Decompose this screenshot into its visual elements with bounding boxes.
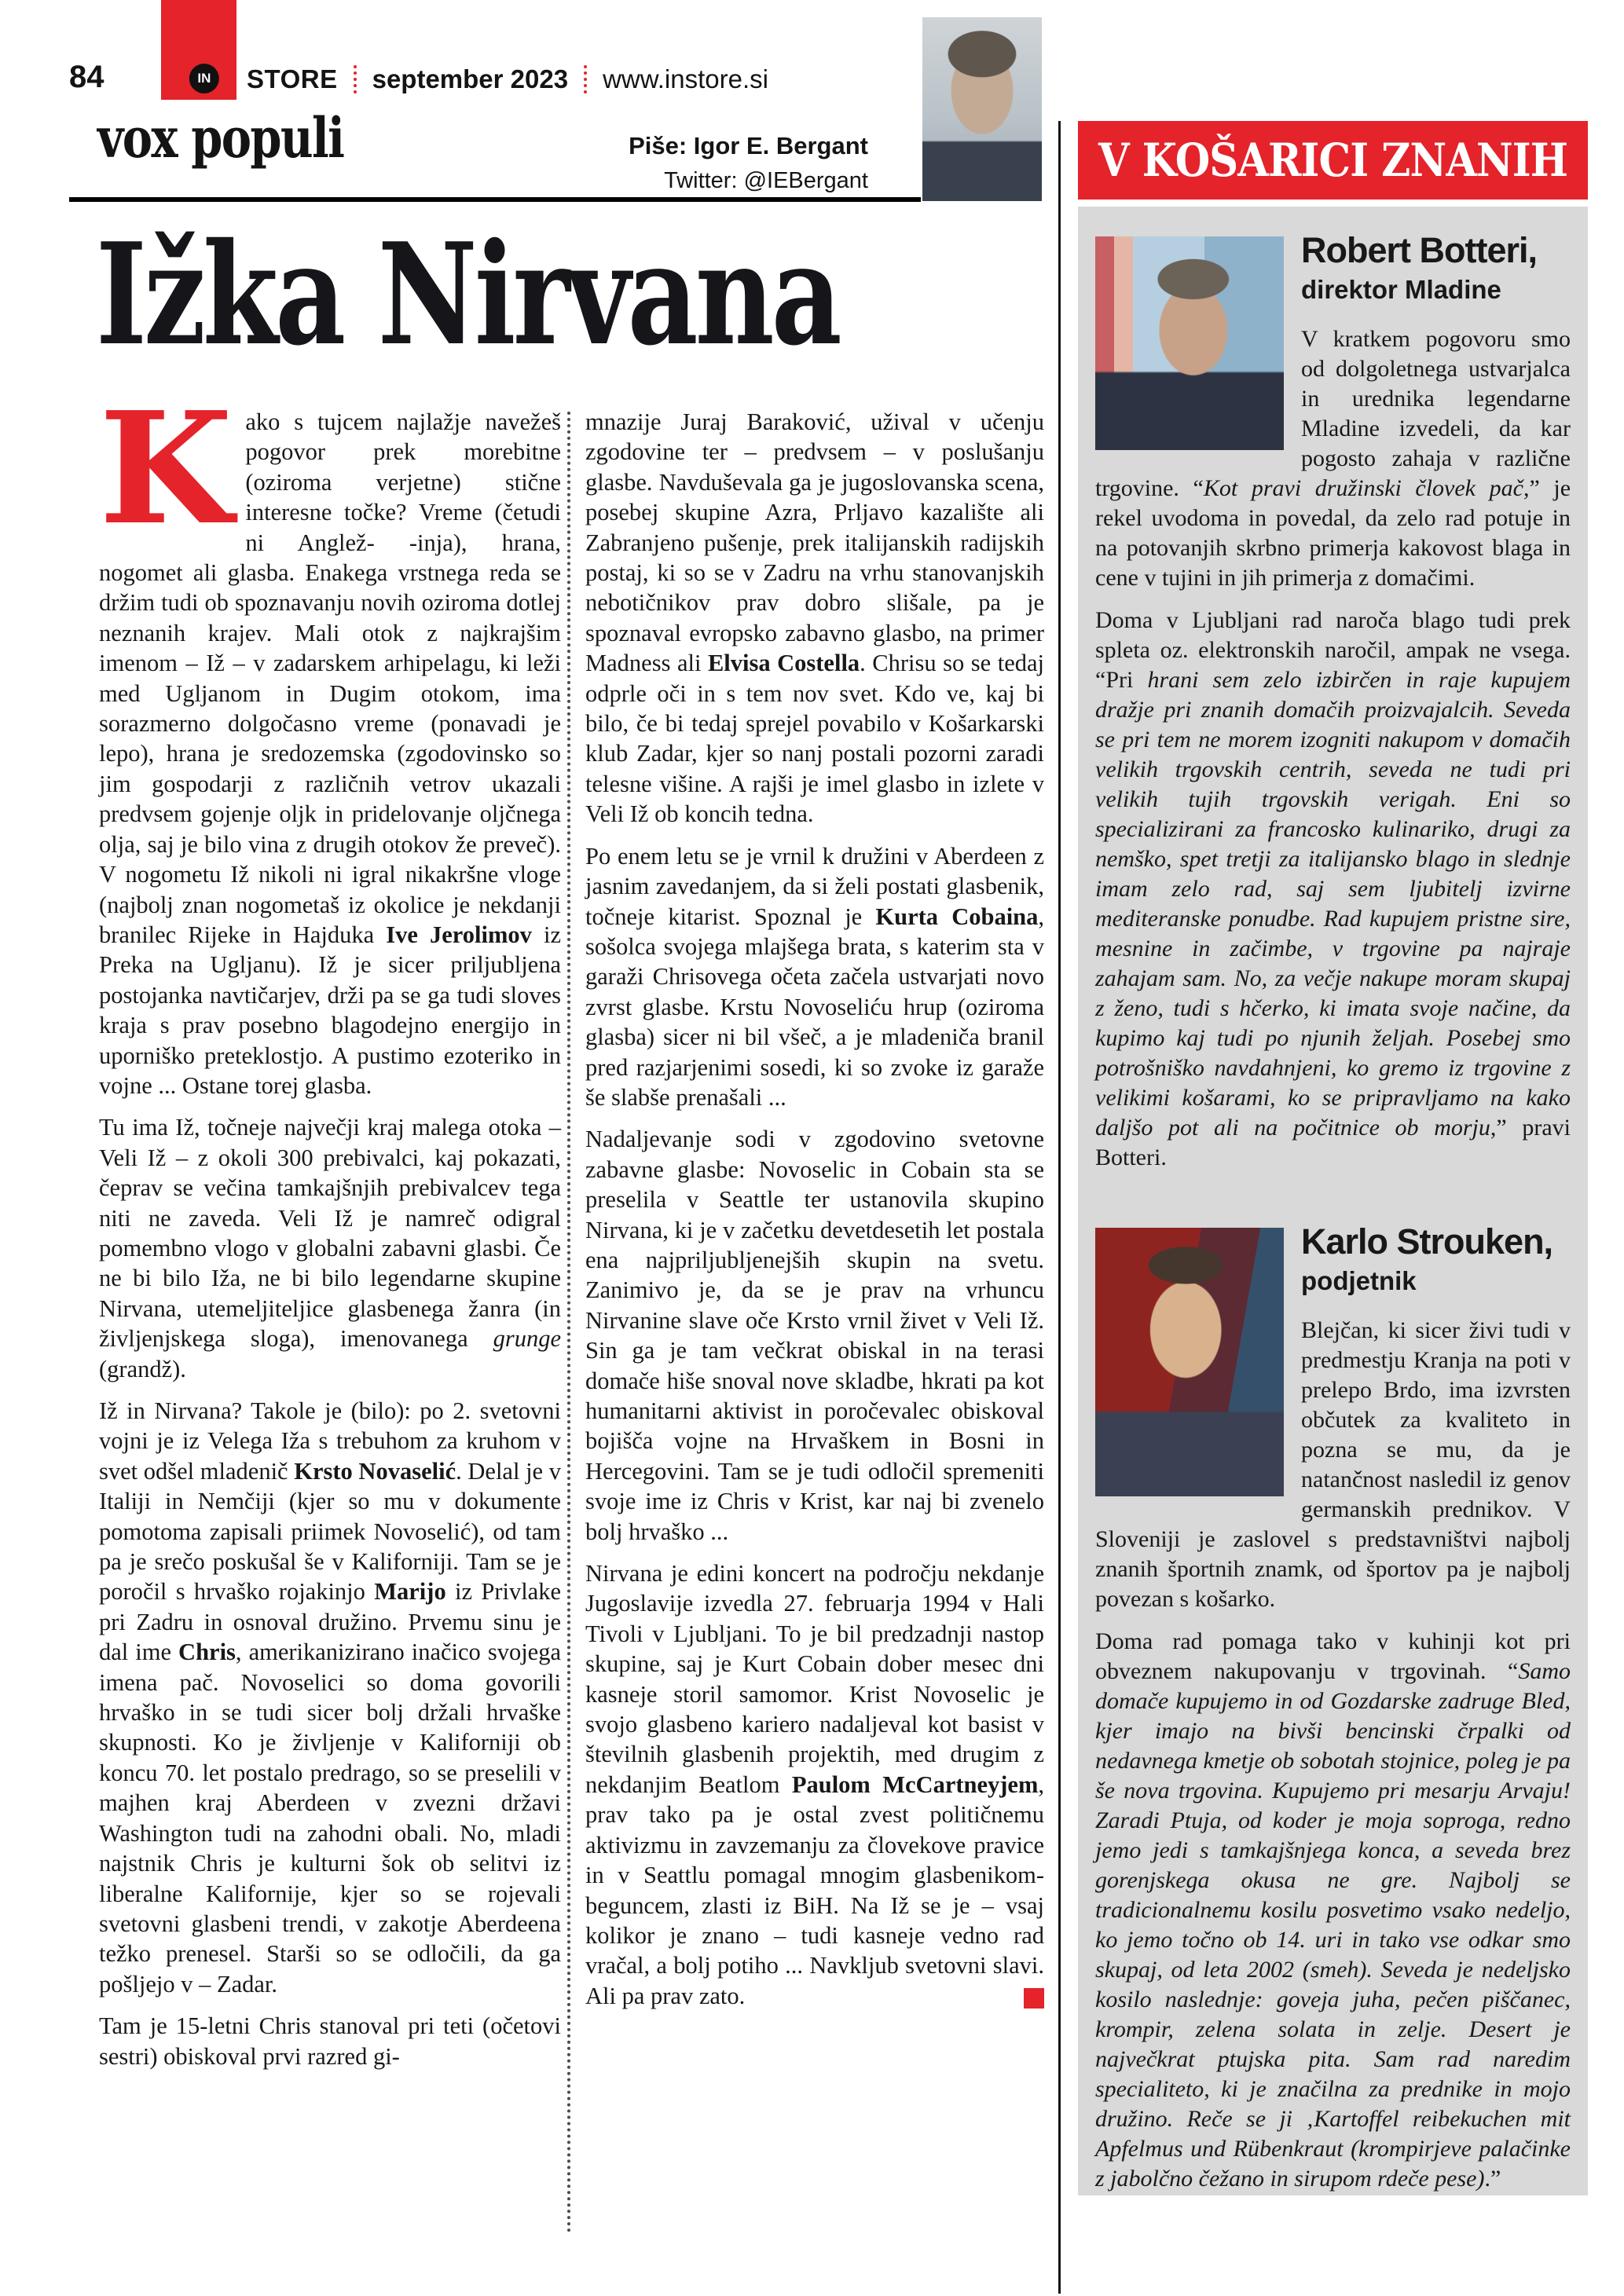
text-segment: iz Preka na Ugljanu). Iž je sicer priljubljena postojanka navtičarjev, drži pa se ga tudi sloves kraja s prav posebno blagodejno energijo in uporniško preteklostjo. A pustimo ezoteriko in vojne ... Ostane torej glasba. xyxy=(99,921,561,1099)
drop-cap: K xyxy=(99,379,233,559)
profile-photo xyxy=(1095,1228,1284,1496)
dotted-separator xyxy=(354,65,357,93)
text-segment: Paulom McCartneyjem xyxy=(791,1771,1039,1798)
section-title: vox populi xyxy=(97,105,344,170)
sidebar-banner xyxy=(1078,121,1588,200)
paragraph xyxy=(585,407,1044,829)
paragraph xyxy=(585,1558,1044,2011)
sidebar-divider-rule xyxy=(1058,121,1061,2294)
profile-robert-botteri xyxy=(1095,232,1571,1173)
text-segment: (grandž). xyxy=(99,1355,186,1382)
author-name: Piše: Igor E. Bergant xyxy=(629,132,868,159)
header-rule xyxy=(69,197,921,202)
text-segment: Tu ima Iž, točneje največji kraj malega otoka – Veli Iž – z okoli 300 prebivalci, kaj pokazati, čeprav se večina tamkajšnjih prebivalcev tega niti ne zaveda. Veli Iž je namreč odigral pomembno vlogo v globalni zabavni glasbi. Če ne bi bilo Iža, ne bi bilo legendarne skupine Nirvana, utemeljiteljice glasbenega žanra (in življenjskega sloga), imenovanega xyxy=(99,1114,561,1353)
text-segment: ,” pravi Botteri. xyxy=(1095,1114,1571,1170)
text-segment: Kot pravi družinski človek pač xyxy=(1203,474,1523,501)
text-segment: . Chrisu so se tedaj odprle oči in s tem nov svet. Kdo ve, kaj bi bilo, če bi tedaj sprejel povabilo v Košarkarski klub Zadar, kjer so nanj postali pozorni zaradi telesne višine. A rajši je imel glasbo in izlete v Veli Iž ob koncih tedna. xyxy=(585,650,1044,828)
paragraph xyxy=(99,379,561,1100)
text-segment: Marijo xyxy=(374,1578,446,1606)
profile-karlo-strouken xyxy=(1095,1223,1571,2194)
text-segment: Nadaljevanje sodi v zgodovino svetovne zabavne glasbe: Novoselic in Cobain sta se preselila v Seattle ter ustanovila skupino Nirvana, ki je v začetku devetdesetih let postala ena najpriljubljenejših skupin na svetu. Zanimivo je, da se je prav na vrhuncu Nirvanine slave oče Krsto vrnil živet v Veli Iž. Sin ga je tam večkrat obiskal in na terasi domače hiše snoval nove skladbe, hkrati pa kot humanitarni aktivist in poročevalec obiskoval bojišča vojne na Hrvaškem in Bosni in Hercegovini. Tam se je tudi odločil spremeniti svoje ime iz Chris v Krist, kar naj bi zvenelo bolj hrvaško ... xyxy=(585,1126,1044,1545)
website-url: www.instore.si xyxy=(603,64,768,93)
text-segment: Doma v Ljubljani rad naroča blago tudi prek spleta oz. elektronskih naročil, ampak ne vsega. “Pri xyxy=(1095,606,1571,693)
issue-date: september 2023 xyxy=(372,64,569,93)
paragraph xyxy=(585,1124,1044,1547)
paragraph xyxy=(99,1396,561,1999)
text-segment: mnazije Juraj Baraković, užival v učenju zgodovine ter – predvsem – v poslušanju glasbe. Navduševala ga je jugoslovanska scena, posebej skupine Azra, Prljavo kazalište ali Zabranjeno pušenje, prek italijanskih radijskih postaj, ki so se v Zadru na vrhu stanovanjskih nebotičnikov prav dobro slišale, pa je spoznaval evropsko zabavno glasbo, na primer Madness ali xyxy=(585,408,1044,677)
text-segment: grunge xyxy=(493,1325,561,1353)
paragraph xyxy=(99,1112,561,1384)
masthead-row xyxy=(247,64,768,94)
text-segment: , prav tako pa je ostal zvest političnemu aktivizmu in zavzemanju za človekove pravice in v Seattlu pomagal mnogim glasbenikom-beguncem, zlasti iz BiH. Na Iž se je – vsaj kolikor je znano – tudi kasneje vedno rad vračal, a bolj potiho ... Navkljub svetovni slavi. Ali pa prav zato. xyxy=(585,1771,1044,2009)
byline xyxy=(550,132,868,194)
dotted-separator xyxy=(584,65,587,93)
author-twitter: Twitter: @IEBergant xyxy=(664,168,868,193)
text-segment: . Delal je v Italiji in Nemčiji (kjer so mu v dokumente pomotoma zapisali priimek Novoselić), od tam pa je srečo poskušal še v Kaliforniji. Tam se je poročil s hrvaško rojakinjo xyxy=(99,1457,561,1606)
brand-red-tab xyxy=(161,0,236,100)
sidebar-title: V KOŠARICI ZNANIH xyxy=(1098,134,1568,187)
profile-role: direktor Mladine xyxy=(1301,275,1501,305)
text-segment: Ive Jerolimov xyxy=(386,921,532,948)
text-segment: V kratkem pogovoru smo od dolgoletnega ustvarjalca in urednika legendarne Mladine izvedeli, da kar pogosto zahaja v različne trgovine. “ xyxy=(1095,325,1571,501)
sidebar-panel xyxy=(1078,207,1588,2195)
paragraph xyxy=(585,841,1044,1113)
paragraph xyxy=(99,2011,561,2071)
text-segment: Nirvana je edini koncert na področju nekdanje Jugoslavije izvedla 27. februarja 1994 v Hali Tivoli v Ljubljani. To je bil predzadnji nastop skupine, saj je Kurt Cobain dober mesec dni kasneje storil samomor. Krist Novoselic je svojo glasbeno kariero nadaljeval kot basist v številnih glasbenih projektih, med drugim z nekdanjim Beatlom xyxy=(585,1560,1044,1798)
text-segment: Krsto Novaselić xyxy=(294,1457,456,1485)
text-segment: Doma rad pomaga tako v kuhinji kot pri obveznem nakupovanju v trgovinah. “ xyxy=(1095,1628,1571,1684)
text-segment: Iž in Nirvana? Takole je (bilo): po 2. svetovni vojni je iz Velega Iža s trebuhom za kruhom v svet odšel mladenič xyxy=(99,1397,561,1485)
text-segment: , sošolca svojega mlajšega brata, s katerim sta v garaži Chrisovega očeta začela ustvarjati novo zvrst glasbe. Krstu Novoseliću hrup (oziroma glasba) sicer ni bil všeč, a je mladeniča branil pred razjarjenimi sosedi, ki so zvoke iz garaže še slabše prenašali ... xyxy=(585,903,1044,1111)
article-column-1 xyxy=(99,379,561,2083)
instore-logo-icon: IN xyxy=(189,64,219,93)
text-segment: iz Privlake pri Zadru in osnoval družino. Prvemu sinu je dal ime xyxy=(99,1578,561,1666)
text-segment: Kurta Cobaina xyxy=(875,903,1039,930)
text-segment: ako s tujcem najlažje navežeš pogovor prek morebitne (oziroma verjetne) stične interesne točke? Vreme (četudi ni Anglež- -inja), hrana, nogomet ali glasba. Enakega vrstnega reda se držim tudi ob spoznavanju novih oziroma dotlej neznanih krajev. Mali otok z najkrajšim imenom – Iž – v zadarskem arhipelagu, ki leži med Ugljanom in Dugim otokom, ima sorazmerno dolgočasno vreme (ponavadi je lepo), hrana je sredozemska (zgodovinsko so jim gospodarji z različnih vetrov ukazali predvsem gojenje oljk in pridelovanje oljčnega olja, saj je bilo vina z drugih otokov že preveč). V nogometu Iž nikoli ni igral nikakršne vloge (najbolj znan nogometaš iz okolice je nekdanji branilec Rijeke in Hajduka xyxy=(99,408,561,948)
text-segment: Tam je 15-letni Chris stanoval pri teti (očetovi sestri) obiskoval prvi razred gi- xyxy=(99,2012,561,2070)
article-headline: Ižka Nirvana xyxy=(96,212,839,376)
page-number: 84 xyxy=(69,60,104,94)
text-segment: Samo domače kupujemo in od Gozdarske zadruge Bled, kjer imajo na bivši bencinski črpalki od nedavnega kmetje ob sobotah stojnice, poleg je pa še nova trgovina. Kupujemo pri mesarju Arvaju! Zaradi Ptuja, od koder je moja soproga, redno jemo jedi s tamkajšnjega konca, a seveda brez gorenjskega okusa ne gre. Najbolj se tradicionalnemu kosilu posvetimo vsako nedeljo, ko jemo točno ob 14. uri in tako vse odkar smo skupaj, od leta 2002 (smeh). Seveda je nedeljsko kosilo naslednje: goveja juha, pečen piščanec, krompir, zelena solata in zelje. Desert je največkrat ptujska pita. Sam rad naredim specialiteto, ki je značilna za prednike in mojo družino. Reče se ji ‚Kartoffel reibekuchen mit Apfelmus und Rübenkraut (krompirjeve palačinke z jabolčno čežano in sirupom rdeče pese) xyxy=(1095,1657,1571,2192)
text-segment: Elvisa Costella xyxy=(707,650,860,677)
profile-role: podjetnik xyxy=(1301,1266,1417,1296)
brand-name: STORE xyxy=(247,64,338,93)
text-segment: ,” je rekel uvodoma in povedal, da zelo rad potuje in na potovanjih skrbno primerja kakovost blaga in cene v tujini in jih primerja z domačimi. xyxy=(1095,474,1571,591)
article-column-2 xyxy=(585,407,1044,2023)
profile-name: Karlo Strouken, xyxy=(1301,1221,1553,1262)
profile-name: Robert Botteri, xyxy=(1301,230,1537,270)
author-photo xyxy=(922,17,1042,201)
text-segment: , amerikanizirano inačico svojega imena pač. Novoselici so doma govorili hrvaško in se tudi sicer bolj držali hrvaške skupnosti. Ko je življenje v Kaliforniji ob koncu 70. let postalo predrago, so se preselili v majhen kraj Aberdeen v zvezni državi Washington tudi na zahodni obali. No, mladi najstnik Chris je kulturni šok ob selitvi iz liberalne Kalifornije, kjer so se rojevali svetovni glasbeni trendi, v zakotje Aberdeena težko prenesel. Starši so se odločili, da ga pošljejo v – Zadar. xyxy=(99,1639,561,1998)
text-segment: .” xyxy=(1484,2165,1501,2192)
text-segment: Po enem letu se je vrnil k družini v Aberdeen z jasnim zavedanjem, da si želi postati glasbenik, točneje kitarist. Spoznal je xyxy=(585,842,1044,930)
end-of-article-mark xyxy=(1024,1988,1044,2009)
column-divider-dotted xyxy=(567,412,570,2234)
text-segment: Blejčan, ki sicer živi tudi v predmestju Kranja na poti v prelepo Brdo, ima izvrsten občutek za kvaliteto in pozna se mu, da je natančnost nasledil iz genov germanskih prednikov. V Sloveniji je zaslovel s predstavništvi najbolj znanih športnih znamk, od športov pa je najbolj povezan s košarko. xyxy=(1095,1316,1571,1612)
text-segment: Chris xyxy=(178,1639,236,1666)
paragraph xyxy=(1095,1627,1571,2194)
paragraph xyxy=(1095,606,1571,1173)
profile-photo xyxy=(1095,236,1284,450)
text-segment: hrani sem zelo izbirčen in raje kupujem dražje pri znanih domačih proizvajalcih. Seveda se pri tem ne morem izogniti nakupom v domačih velikih trgovskih centrih, seveda ne tudi pri velikih tujih trgovskih verigah. Eni so specializirani za francosko kulinariko, drugi za nemško, spet tretji za italijansko blago in slednje imam zelo rad, saj sem ljubitelj izvirne mediteranske ponudbe. Rad kupujem pristne sire, mesnine in začimbe, v trgovine pa najraje zahajam sam. No, za večje nakupe moram skupaj z ženo, tudi s hčerko, ki imata svoje načine, da kupimo kaj tudi po njunih željah. Posebej smo potrošniško navdahnjeni, ko gremo iz trgovine z velikimi košarami, ko se pripravljamo na kako daljšo pot ali na počitnice ob morju xyxy=(1095,666,1571,1141)
